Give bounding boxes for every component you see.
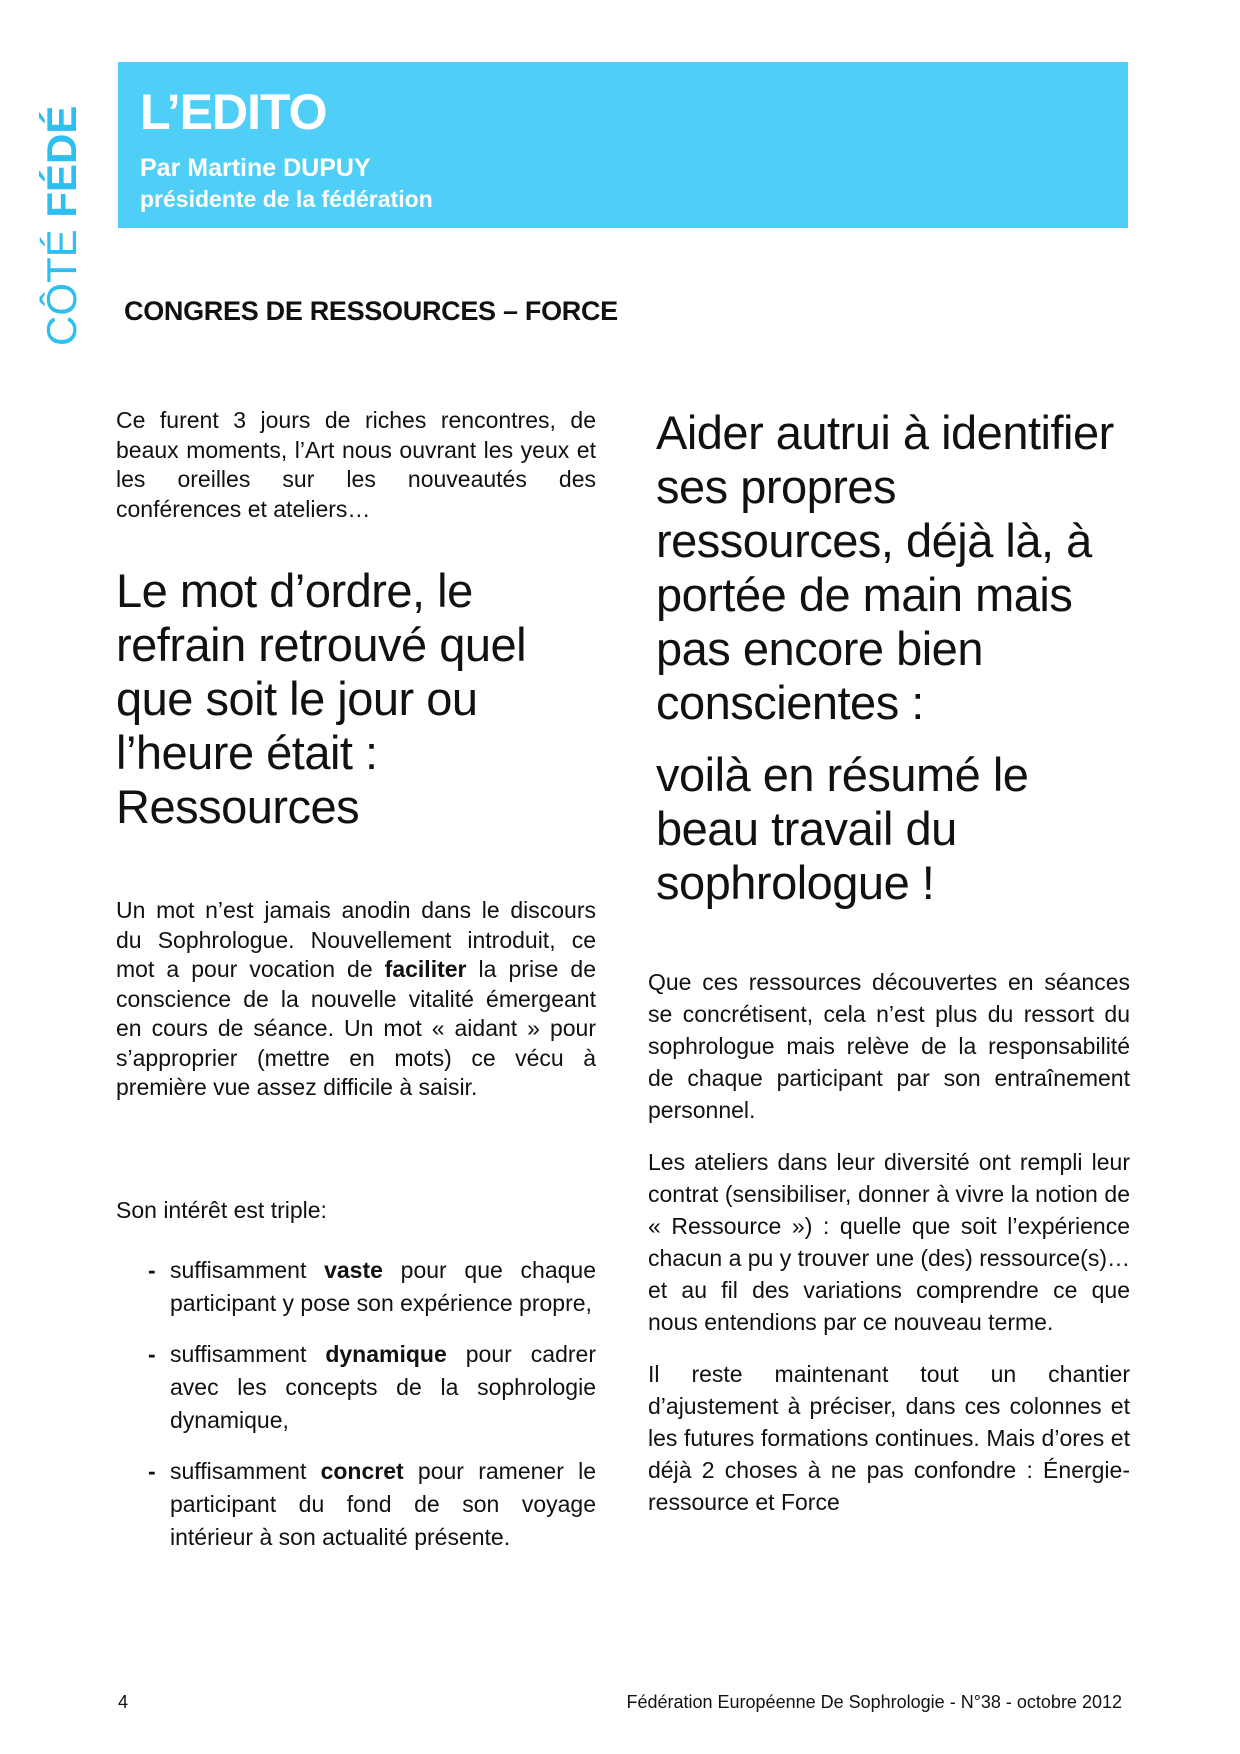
left-paragraph-block bbox=[116, 896, 596, 1103]
mot-paragraph-after: la prise de conscience de la nouvelle vitalité émergeant en cours de séance. Un mot « aidant » pour s’approprier (mettre en mots) ce vécu à première vue assez difficile à saisir. bbox=[116, 956, 596, 1100]
list-item bbox=[116, 1455, 596, 1554]
left-pull-quote: Le mot d’ordre, le refrain retrouvé quel que soit le jour ou l’heure était : Ressources bbox=[116, 564, 527, 833]
left-list-block bbox=[116, 1254, 596, 1572]
list-item-before: suffisamment bbox=[170, 1257, 325, 1283]
list-item-bold: dynamique bbox=[325, 1341, 447, 1367]
right-paragraph-3: Il reste maintenant tout un chantier d’ajustement à préciser, dans ces colonnes et les futures formations continues. Mais d’ores et déjà 2 choses à ne pas confondre : Énergie-ressource et Force bbox=[648, 1361, 1130, 1515]
list-dash: - bbox=[148, 1341, 156, 1367]
side-label-bold: FÉDÉ bbox=[38, 105, 85, 218]
intro-paragraph: Ce furent 3 jours de riches rencontres, de beaux moments, l’Art nous ouvrant les yeux et les oreilles sur les nouveautés des conférences et ateliers… bbox=[116, 407, 596, 522]
list-item-before: suffisamment bbox=[170, 1341, 326, 1367]
list-item-before: suffisamment bbox=[170, 1458, 321, 1484]
list-item-after: pour que chaque participant y pose son expérience propre, bbox=[170, 1257, 596, 1316]
list-intro: Son intérêt est triple: bbox=[116, 1197, 327, 1223]
list-item-after: pour cadrer avec les concepts de la sophrologie dynamique, bbox=[170, 1341, 596, 1433]
list-item-bold: concret bbox=[320, 1458, 404, 1484]
edito-title: L’EDITO bbox=[140, 84, 327, 140]
right-pull-quote-block bbox=[656, 406, 1132, 910]
list-item bbox=[116, 1254, 596, 1320]
left-list-intro-block bbox=[116, 1196, 596, 1226]
journal-footer: Fédération Européenne De Sophrologie - N°38 - octobre 2012 bbox=[626, 1692, 1122, 1712]
list-item-after: pour ramener le participant du fond de son voyage intérieur à son actualité présente. bbox=[170, 1458, 596, 1550]
list-dash: - bbox=[148, 1458, 156, 1484]
section-heading: CONGRES DE RESSOURCES – FORCE bbox=[124, 296, 618, 326]
mot-paragraph-before: Un mot n’est jamais anodin dans le discours du Sophrologue. Nouvellement introduit, ce mot a pour vocation de bbox=[116, 897, 596, 982]
interest-list bbox=[116, 1254, 596, 1554]
list-dash: - bbox=[148, 1257, 156, 1283]
mot-paragraph-bold: faciliter bbox=[384, 956, 467, 982]
side-label-light: CÔTÉ bbox=[38, 217, 85, 346]
right-paragraph-1: Que ces ressources découvertes en séances se concrétisent, cela n’est plus du ressort du sophrologue mais relève de la responsabilité de chaque participant par son entraînement personnel. bbox=[648, 969, 1130, 1123]
mot-paragraph bbox=[116, 896, 596, 1103]
right-pull-quote-1: Aider autrui à identifier ses propres ressources, déjà là, à portée de main mais pas encore bien conscientes : bbox=[656, 406, 1114, 729]
edito-header-banner bbox=[118, 62, 1128, 228]
edito-author: Par Martine DUPUY bbox=[140, 154, 371, 182]
left-pull-quote-block bbox=[116, 564, 596, 834]
list-item-bold: vaste bbox=[324, 1257, 383, 1283]
page-number: 4 bbox=[118, 1692, 129, 1712]
right-paragraphs-block bbox=[648, 966, 1130, 1518]
left-intro-block bbox=[116, 406, 596, 524]
right-paragraph-2: Les ateliers dans leur diversité ont rempli leur contrat (sensibiliser, donner à vivre la notion de « Ressource ») : quelle que soit l’expérience chacun a pu y trouver une (des) ressource(s)… et au fil des variations comprendre ce que nous entendions par ce nouveau terme. bbox=[648, 1149, 1130, 1335]
list-item bbox=[116, 1338, 596, 1437]
right-pull-quote-2: voilà en résumé le beau travail du sophrologue ! bbox=[656, 748, 1029, 909]
edito-author-role: présidente de la fédération bbox=[140, 186, 433, 212]
section-side-label bbox=[36, 56, 88, 346]
